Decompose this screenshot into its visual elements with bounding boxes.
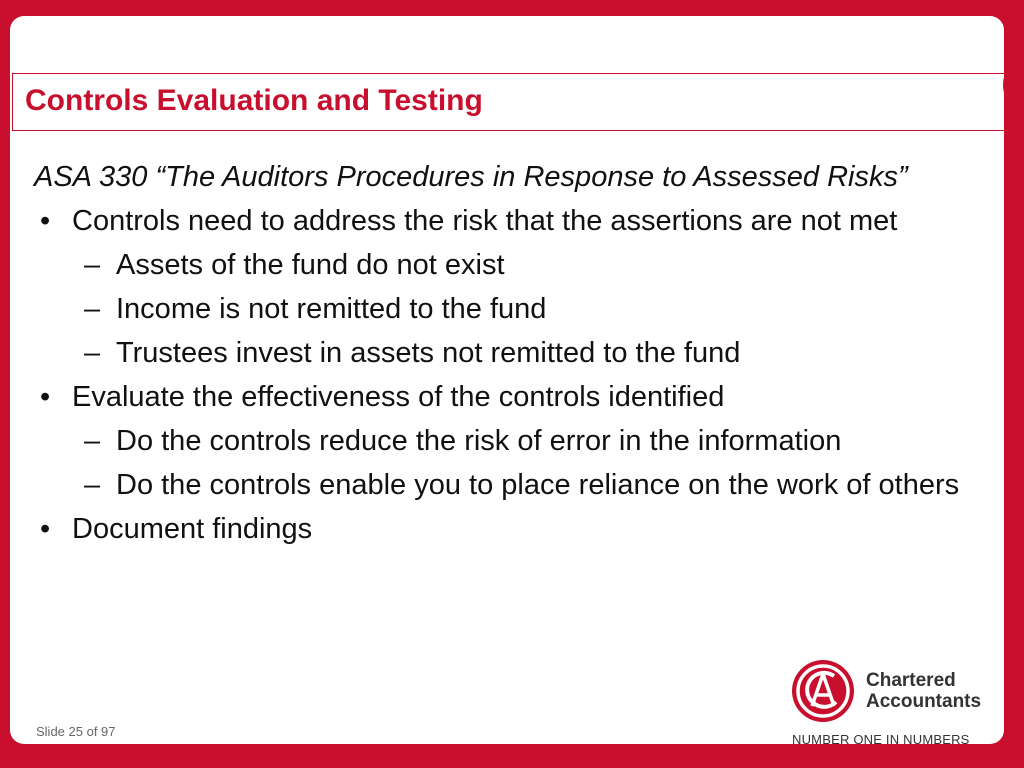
ca-emblem-icon	[790, 658, 856, 724]
slide-title: Controls Evaluation and Testing	[25, 84, 483, 117]
sub-bullet-item	[78, 336, 984, 371]
intro-line: ASA 330 “The Auditors Procedures in Response to Assessed Risks”	[34, 161, 908, 193]
sub-bullet-marker: –	[84, 469, 101, 501]
bullet-item	[34, 380, 984, 415]
decorative-tab-circle	[1003, 59, 1024, 111]
bullet-text: Controls need to address the risk that the assertions are not met	[72, 205, 898, 237]
sub-bullet-text: Do the controls reduce the risk of error in the information	[116, 425, 842, 457]
title-bar	[12, 73, 1004, 131]
sub-bullet-marker: –	[84, 337, 101, 369]
sub-bullet-item	[78, 424, 984, 459]
slide-number: Slide 25 of 97	[36, 724, 116, 739]
bullet-text: Evaluate the effectiveness of the controls identified	[72, 381, 725, 413]
bullet-marker: •	[40, 381, 51, 413]
logo-name-line2: Accountants	[866, 691, 982, 712]
chartered-accountants-logo	[786, 656, 1004, 744]
sub-bullet-marker: –	[84, 249, 101, 281]
sub-bullet-text: Do the controls enable you to place reliance on the work of others	[116, 469, 960, 501]
logo-name-line1: Chartered	[866, 670, 956, 691]
sub-bullet-marker: –	[84, 425, 101, 457]
logo-tagline: NUMBER ONE IN NUMBERS	[792, 732, 970, 744]
sub-bullet-item	[78, 468, 984, 503]
bullet-marker: •	[40, 513, 51, 545]
sub-bullet-marker: –	[84, 293, 101, 325]
bullet-item	[34, 512, 984, 547]
sub-bullet-text: Trustees invest in assets not remitted to the fund	[116, 337, 741, 369]
bullet-marker: •	[40, 205, 51, 237]
sub-bullet-text: Income is not remitted to the fund	[116, 293, 547, 325]
sub-bullet-text: Assets of the fund do not exist	[116, 249, 505, 281]
slide-card	[10, 16, 1004, 744]
bullet-text: Document findings	[72, 513, 313, 545]
sub-bullet-item	[78, 248, 984, 283]
logo-name	[866, 670, 981, 712]
bullet-item	[34, 204, 984, 239]
slide-content	[34, 160, 984, 556]
sub-bullet-item	[78, 292, 984, 327]
